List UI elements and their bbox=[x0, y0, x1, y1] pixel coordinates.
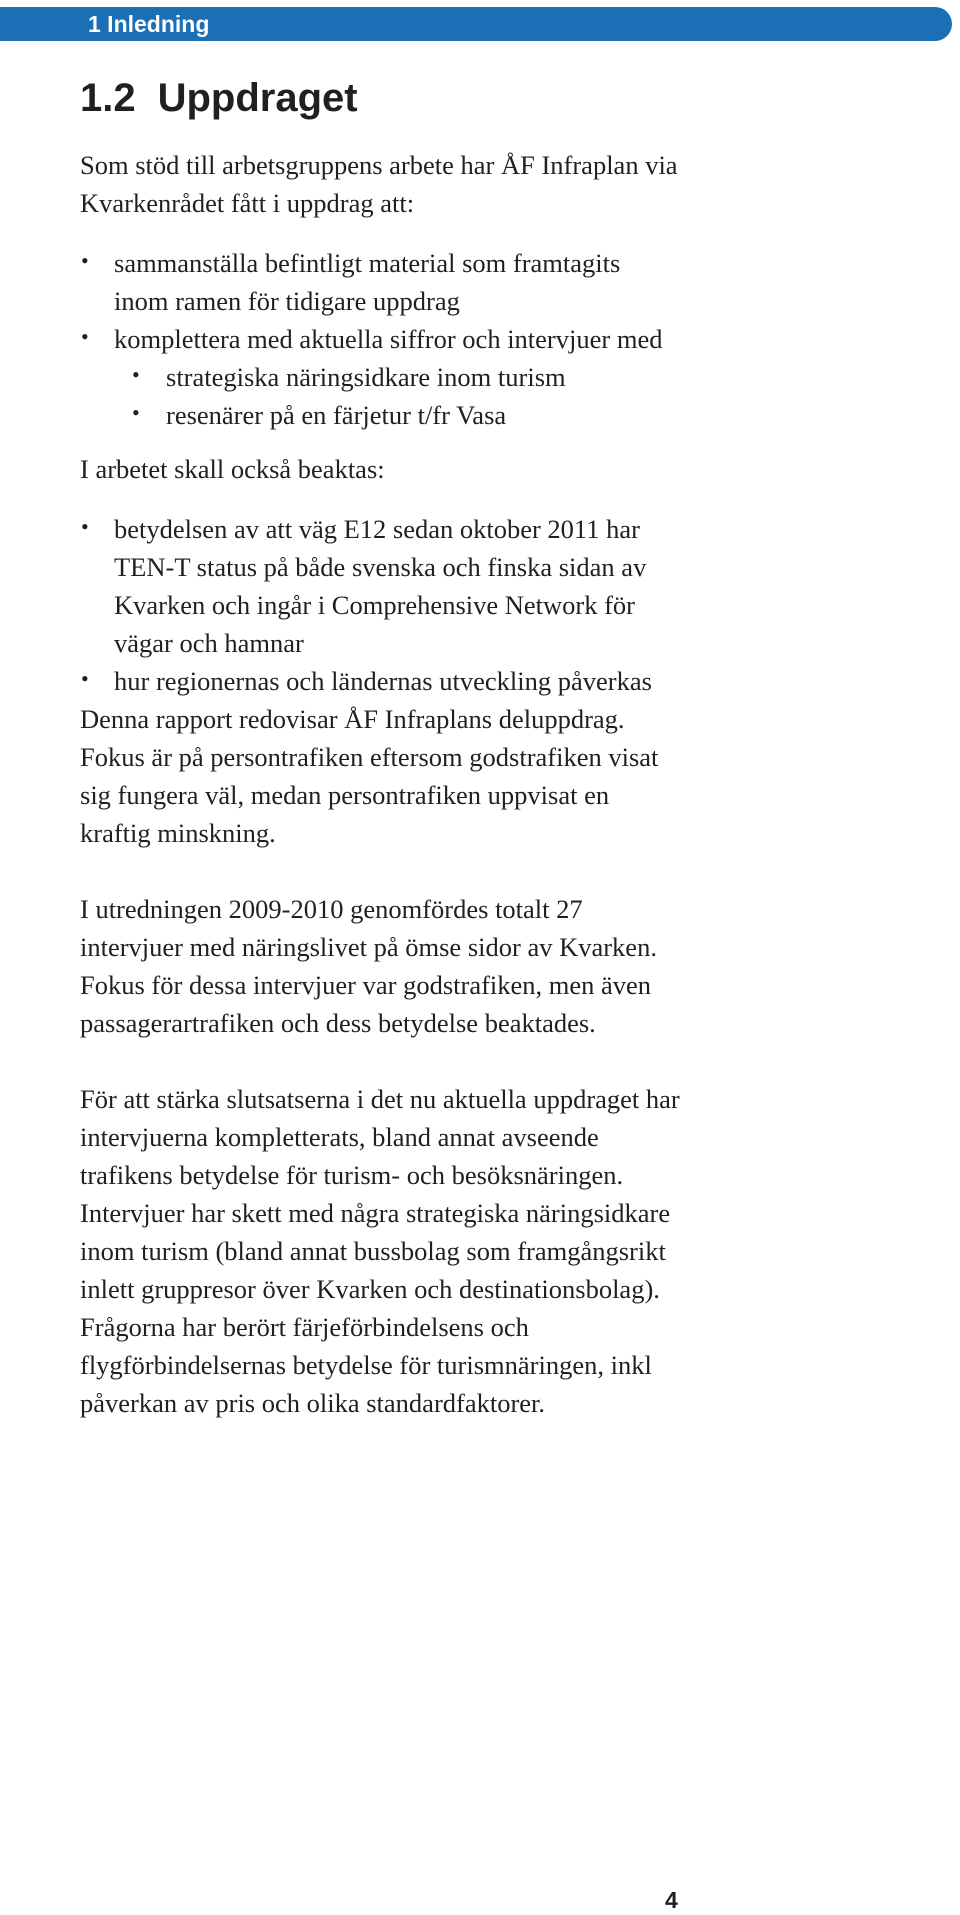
interviewee-list bbox=[80, 358, 680, 434]
paragraph: Denna rapport redovisar ÅF Infraplans deluppdrag. Fokus är på persontrafiken eftersom godstrafiken visat sig fungera väl, medan persontrafiken uppvisat en kraftig minskning. bbox=[80, 704, 659, 848]
considerations-list bbox=[80, 510, 680, 700]
chapter-header-bar bbox=[0, 7, 952, 41]
list-item: • betydelsen av att väg E12 sedan oktober 2011 har TEN-T status på både svenska och finska sidan av Kvarken och ingår i Comprehensive Network för vägar och hamnar bbox=[80, 510, 680, 662]
paragraph: För att stärka slutsatserna i det nu aktuella uppdraget har intervjuerna kompletterats, bland annat avseende trafikens betydelse för turism- och besöksnäringen. Intervjuer har skett med några strategiska näringsidkare inom turism (bland annat bussbolag som framgångsrikt inlett gruppresor över Kvarken och destinationsbolag). Frågorna har berört färjeförbindelsens och flygförbindelsernas betydelse för turismnäringen, inkl påverkan av pris och olika standardfaktorer. bbox=[80, 1084, 680, 1418]
list-item: • strategiska näringsidkare inom turism bbox=[80, 358, 680, 396]
section-title: Uppdraget bbox=[157, 76, 358, 120]
task-list bbox=[80, 244, 680, 358]
considerations-intro: I arbetet skall också beaktas: bbox=[80, 454, 385, 484]
list-item: • sammanställa befintligt material som framtagits inom ramen för tidigare uppdrag bbox=[80, 244, 680, 320]
list-item: • komplettera med aktuella siffror och intervjuer med bbox=[80, 320, 680, 358]
body-text bbox=[80, 146, 680, 1422]
section-number: 1.2 bbox=[80, 76, 136, 120]
section-heading bbox=[80, 72, 358, 124]
intro-paragraph: Som stöd till arbetsgruppens arbete har ÅF Infraplan via Kvarkenrådet fått i uppdrag att: bbox=[80, 150, 678, 218]
paragraph: I utredningen 2009-2010 genomfördes totalt 27 intervjuer med näringslivet på ömse sidor av Kvarken. Fokus för dessa intervjuer var godstrafiken, men även passagerartrafiken och dess betydelse beaktades. bbox=[80, 894, 657, 1038]
chapter-label: 1 Inledning bbox=[88, 11, 210, 37]
page-number: 4 bbox=[665, 1887, 678, 1913]
list-item: • hur regionernas och ländernas utveckling påverkas bbox=[80, 662, 680, 700]
list-item: • resenärer på en färjetur t/fr Vasa bbox=[80, 396, 680, 434]
